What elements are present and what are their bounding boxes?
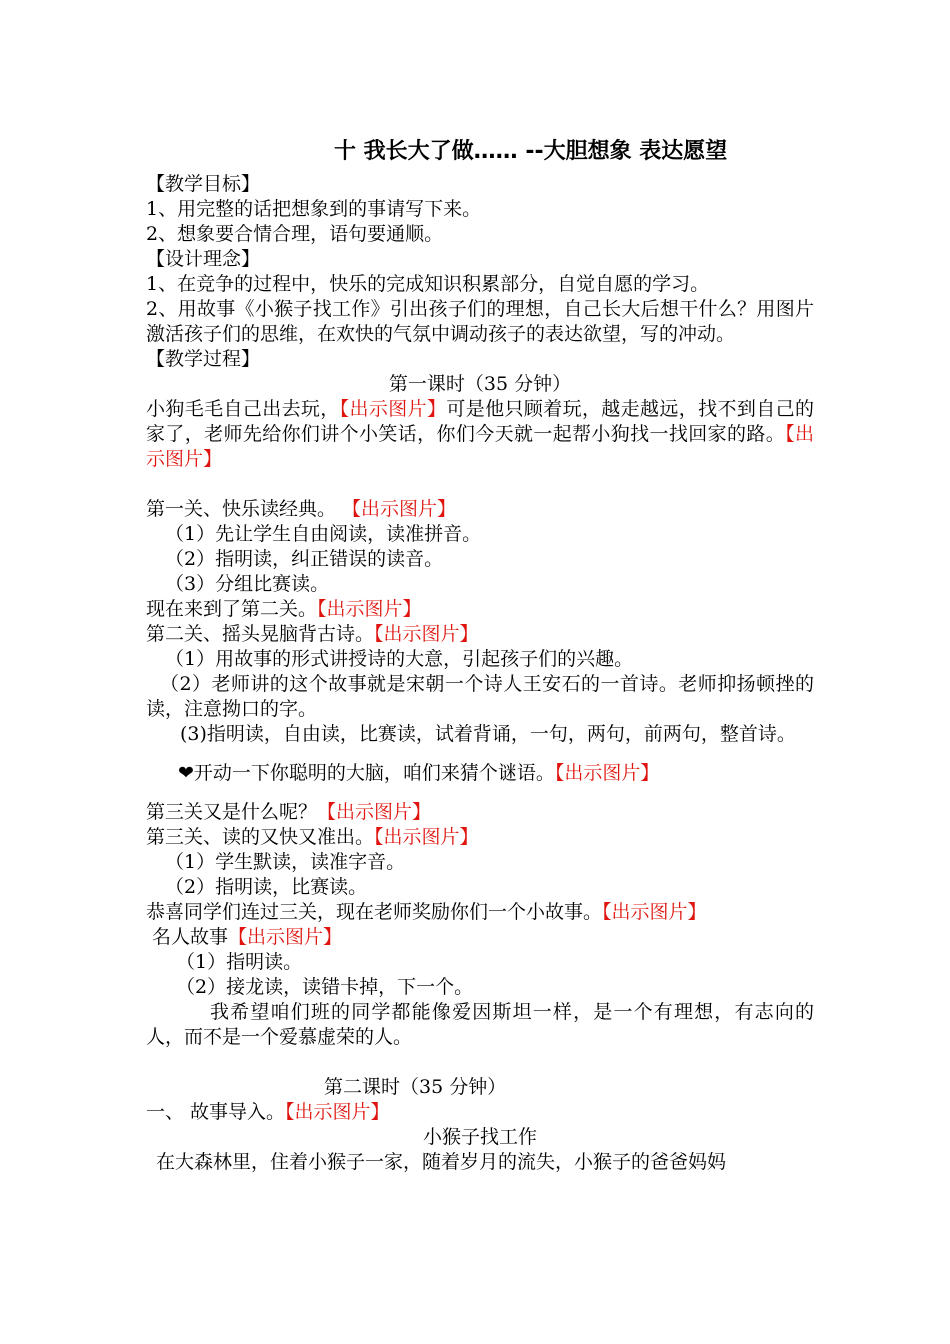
show-image-marker: 【出示图片】 (374, 623, 479, 645)
pass-3-step: （1）学生默读，读准字音。 (165, 851, 406, 873)
show-image-marker: 【出示图片】 (339, 398, 447, 420)
spacer (146, 1050, 814, 1075)
pass-2-step: (3)指明读，自由读，比赛读，试着背诵，一句，两句，前两句，整首诗。 (180, 723, 796, 745)
story-title: 小猴子找工作 (422, 1126, 537, 1148)
document-body (146, 172, 814, 1175)
show-image-marker: 【出示图片】 (317, 598, 422, 620)
pass-1-step: （2）指明读，纠正错误的读音。 (165, 548, 444, 570)
story-intro-line: 一、 故事导入。【出示图片】 (146, 1101, 390, 1123)
design-item: 2、用故事《小猴子找工作》引出孩子们的理想，自己长大后想干什么？用图片激活孩子们的思维，在欢快的气氛中调动孩子的表达欲望，写的冲动。 (146, 298, 814, 345)
show-image-marker: 【出示图片】 (317, 801, 432, 823)
pass-2-title: 第二关、摇头晃脑背古诗。【出示图片】 (146, 623, 479, 645)
pass-2-step: （2）老师讲的这个故事就是宋朝一个诗人王安石的一首诗。老师抑扬顿挫的读，注意拗口的字。 (146, 673, 814, 720)
design-item: 1、在竞争的过程中，快乐的完成知识积累部分，自觉自愿的学习。 (146, 273, 710, 295)
pass-3-step: （2）指明读，比赛读。 (165, 876, 368, 898)
famous-story-step: （1）指明读。 (176, 951, 303, 973)
famous-story-step: （2）接龙读，读错卡掉，下一个。 (176, 976, 474, 998)
show-image-marker: 【出示图片】 (602, 901, 707, 923)
lesson-1-title: 第一课时（35 分钟） (388, 373, 572, 395)
spacer (146, 747, 814, 761)
goal-item: 2、想象要合情合理，语句要通顺。 (146, 223, 444, 245)
story-paragraph: 在大森林里，住着小猴子一家，随着岁月的流失，小猴子的爸爸妈妈 (156, 1151, 727, 1173)
wish-paragraph: 我希望咱们班的同学都能像爱因斯坦一样，是一个有理想，有志向的人，而不是一个爱慕虚荣的人。 (146, 1001, 814, 1048)
show-image-marker: 【出示图片】 (228, 926, 343, 948)
riddle-line: ❤开动一下你聪明的大脑，咱们来猜个谜语。【出示图片】 (178, 762, 660, 784)
pass-3-title: 第三关、读的又快又准出。【出示图片】 (146, 826, 479, 848)
spacer (146, 786, 814, 800)
reward-line: 恭喜同学们连过三关，现在老师奖励你们一个小故事。【出示图片】 (146, 901, 707, 923)
intro-text: 小狗毛毛自己出去玩， (146, 398, 340, 420)
show-image-marker: 【出示图片】 (285, 1101, 390, 1123)
pass-1-step: （1）先让学生自由阅读，读准拼音。 (165, 523, 482, 545)
spacer (146, 472, 814, 497)
pass-2-step: （1）用故事的形式讲授诗的大意，引起孩子们的兴趣。 (165, 648, 634, 670)
heading-teaching-goals: 【教学目标】 (146, 173, 261, 195)
intro-text: 可是他只顾着玩，越走越远，找不到自己的家了，老师先给你们讲个小笑话，你们今天就一起帮小狗找一找回家的路。 (146, 398, 814, 445)
lesson-2-title: 第二课时（35 分钟） (324, 1076, 507, 1098)
famous-story-line: 名人故事【出示图片】 (152, 926, 343, 948)
heading-design-concept: 【设计理念】 (146, 248, 261, 270)
document-title: 十 我长大了做…… --大胆想象 表达愿望 (334, 139, 728, 164)
show-image-marker: 【出示图片】 (342, 498, 457, 520)
transition-pass-3: 第三关又是什么呢？【出示图片】 (146, 801, 432, 823)
show-image-marker: 【出示图片】 (374, 826, 479, 848)
heading-teaching-process: 【教学过程】 (146, 348, 261, 370)
pass-1-title: 第一关、快乐读经典。 【出示图片】 (146, 498, 457, 520)
intro-paragraph (146, 397, 814, 472)
goal-item: 1、用完整的话把想象到的事请写下来。 (146, 198, 482, 220)
show-image-marker: 【出示图片】 (146, 423, 814, 470)
pass-1-step: （3）分组比赛读。 (165, 573, 330, 595)
transition-pass-2: 现在来到了第二关。【出示图片】 (146, 598, 422, 620)
show-image-marker: 【出示图片】 (554, 762, 660, 784)
